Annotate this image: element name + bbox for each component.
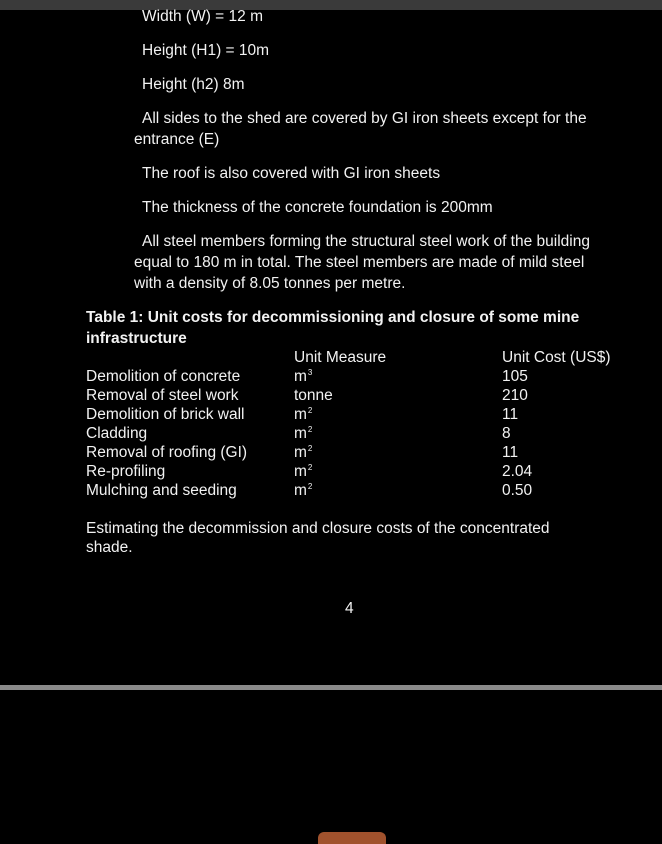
- spec-width: Width (W) = 12 m: [142, 8, 264, 25]
- row-cost: 2.04: [502, 463, 533, 480]
- row-unit: $m^2$: [294, 443, 313, 461]
- spec-steel: All steel members forming the structural steel work of the building equal to 180 m in total. The steel members are made of mild steel with a density of 8.05 tonnes per metre.: [134, 233, 590, 292]
- row-cost: 105: [502, 368, 528, 385]
- spec-foundation: The thickness of the concrete foundation is 200mm: [142, 199, 493, 216]
- header-cost: Unit Cost (US$): [502, 349, 611, 366]
- table-caption: Table 1: Unit costs for decommissioning and closure of some mine infrastructure: [86, 309, 580, 347]
- unit-exponent: 2: [307, 424, 313, 434]
- page-divider: [0, 685, 662, 690]
- row-unit: tonne: [294, 387, 333, 404]
- spec-roof: The roof is also covered with GI iron sheets: [142, 165, 441, 182]
- bottom-drag-handle[interactable]: [318, 832, 386, 844]
- closing-text: Estimating the decommission and closure costs of the concentrated shade.: [86, 520, 550, 556]
- unit-exponent: 2: [307, 462, 313, 472]
- row-unit: $m^3$: [294, 367, 313, 385]
- page-number: 4: [345, 600, 354, 617]
- row-cost: 8: [502, 425, 511, 442]
- spec-sides: All sides to the shed are covered by GI iron sheets except for the entrance (E): [134, 110, 587, 148]
- row-item: Re-profiling: [86, 463, 166, 480]
- row-item: Demolition of concrete: [86, 368, 241, 385]
- row-cost: 11: [502, 444, 519, 461]
- row-item: Removal of roofing (GI): [86, 444, 248, 461]
- top-scroll-bar: [0, 0, 662, 10]
- unit-exponent: 2: [307, 481, 313, 491]
- spec-height1: Height (H1) = 10m: [142, 42, 270, 59]
- row-unit: $m^2$: [294, 405, 313, 423]
- row-item: Removal of steel work: [86, 387, 239, 404]
- row-unit: $m^2$: [294, 462, 313, 480]
- row-item: Mulching and seeding: [86, 482, 237, 499]
- unit-exponent: 2: [307, 405, 313, 415]
- row-cost: 0.50: [502, 482, 533, 499]
- spec-height2: Height (h2) 8m: [142, 76, 245, 93]
- row-unit: $m^2$: [294, 424, 313, 442]
- row-unit: $m^2$: [294, 481, 313, 499]
- unit-exponent: 3: [307, 367, 313, 377]
- unit-exponent: 2: [307, 443, 313, 453]
- row-cost: 210: [502, 387, 528, 404]
- row-item: Demolition of brick wall: [86, 406, 245, 423]
- row-cost: 11: [502, 406, 519, 423]
- row-item: Cladding: [86, 425, 148, 442]
- header-unit: Unit Measure: [294, 349, 387, 366]
